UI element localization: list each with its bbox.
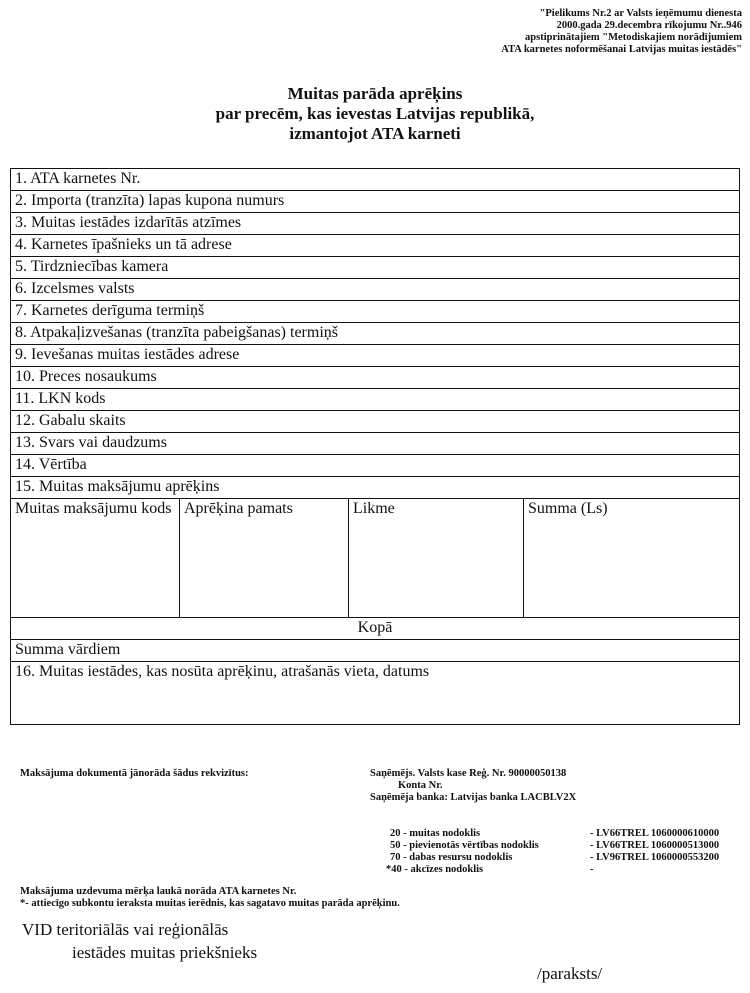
tax-row bbox=[370, 852, 750, 864]
tax-row bbox=[370, 840, 750, 852]
form-row: 2. Importa (tranzīta) lapas kupona numurs bbox=[11, 191, 740, 213]
form-row: 12. Gabalu skaits bbox=[11, 411, 740, 433]
form-row: 1. ATA karnetes Nr. bbox=[11, 169, 740, 191]
account-label: Konta Nr. bbox=[398, 780, 443, 791]
tax-code: 20 - muitas nodoklis bbox=[390, 828, 481, 839]
calc-column-code: Muitas maksājumu kods bbox=[11, 499, 180, 618]
payment-note: Maksājuma uzdevuma mērķa laukā norāda ATA karnetes Nr. bbox=[20, 886, 297, 897]
tax-row bbox=[370, 864, 750, 876]
header-note-line: 2000.gada 29.decembra rīkojumu Nr..946 bbox=[556, 20, 742, 31]
official-title bbox=[22, 918, 257, 964]
title-line: Muitas parāda aprēķins bbox=[287, 84, 463, 103]
title-line: par precēm, kas ievestas Latvijas republikā, bbox=[215, 104, 535, 123]
tax-row bbox=[370, 828, 750, 840]
sum-in-words-row: Summa vārdiem bbox=[11, 640, 740, 662]
form-row: 14. Vērtība bbox=[11, 455, 740, 477]
issuing-office-row: 16. Muitas iestādes, kas nosūta aprēķinu, atrašanās vieta, datums bbox=[11, 662, 740, 725]
form-row: 15. Muitas maksājumu aprēķins bbox=[11, 477, 740, 499]
tax-account: - bbox=[590, 864, 594, 875]
tax-account: - LV66TREL 1060000610000 bbox=[590, 828, 720, 839]
form-row: 3. Muitas iestādes izdarītās atzīmes bbox=[11, 213, 740, 235]
recipient: Saņēmējs. Valsts kase Reģ. Nr. 90000050138 bbox=[370, 768, 567, 779]
header-note-line: apstiprinātajiem "Metodiskajiem norādījumiem bbox=[525, 32, 742, 43]
form-table bbox=[10, 168, 740, 725]
title-line: izmantojot ATA karneti bbox=[289, 124, 461, 143]
calc-column-rate: Likme bbox=[349, 499, 524, 618]
calc-column-basis: Aprēķina pamats bbox=[180, 499, 349, 618]
form-row: 6. Izcelsmes valsts bbox=[11, 279, 740, 301]
official-title-line: iestādes muitas priekšnieks bbox=[72, 943, 258, 962]
header-note-line: ATA karnetes noformēšanai Latvijas muitas iestādēs" bbox=[501, 44, 742, 55]
tax-list bbox=[370, 828, 750, 876]
form-row: 7. Karnetes derīguma termiņš bbox=[11, 301, 740, 323]
form-row: 10. Preces nosaukums bbox=[11, 367, 740, 389]
form-row: 13. Svars vai daudzums bbox=[11, 433, 740, 455]
official-title-line: VID teritoriālās vai reģionālās bbox=[22, 920, 229, 939]
recipient-bank: Saņēmēja banka: Latvijas banka LACBLV2X bbox=[370, 792, 577, 803]
tax-code: 50 - pievienotās vērtības nodoklis bbox=[390, 840, 539, 851]
footnote: *- attiecīgo subkontu ieraksta muitas ierēdnis, kas sagatavo muitas parāda aprēķinu. bbox=[20, 898, 400, 909]
payment-label: Maksājuma dokumentā jānorāda šādus rekvizītus: bbox=[20, 768, 249, 779]
tax-code: 70 - dabas resursu nodoklis bbox=[390, 852, 513, 863]
form-row: 4. Karnetes īpašnieks un tā adrese bbox=[11, 235, 740, 257]
signature-placeholder: /paraksts/ bbox=[537, 964, 603, 983]
document-title bbox=[0, 84, 750, 144]
header-note-line: "Pielikums Nr.2 ar Valsts ieņēmumu dienesta bbox=[539, 8, 742, 19]
total-row: Kopā bbox=[11, 618, 740, 640]
form-row: 9. Ievešanas muitas iestādes adrese bbox=[11, 345, 740, 367]
form-row: 8. Atpakaļizvešanas (tranzīta pabeigšanas) termiņš bbox=[11, 323, 740, 345]
header-note bbox=[382, 8, 742, 56]
form-row: 5. Tirdzniecības kamera bbox=[11, 257, 740, 279]
recipient-block bbox=[370, 768, 710, 804]
tax-account: - LV66TREL 1060000513000 bbox=[590, 840, 720, 851]
tax-code: *40 - akcīzes nodoklis bbox=[386, 864, 484, 875]
tax-account: - LV96TREL 1060000553200 bbox=[590, 852, 720, 863]
calc-column-sum: Summa (Ls) bbox=[524, 499, 740, 618]
form-row: 11. LKN kods bbox=[11, 389, 740, 411]
